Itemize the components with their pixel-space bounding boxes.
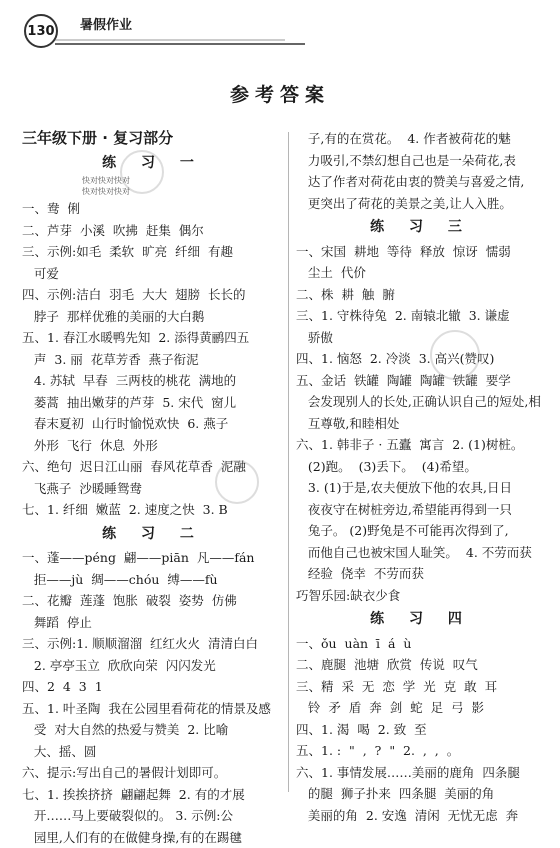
answer-line: 3. (1)于是,农夫便放下他的农具,日日 (296, 477, 546, 499)
column-divider (288, 132, 289, 792)
answer-line: 尘土 代价 (296, 262, 546, 284)
answer-line: 五、1. 春江水暖鸭先知 2. 添得黄鹂四五 (22, 327, 284, 349)
answer-line: 一、鸯 俐 (22, 198, 284, 220)
answer-line: 一、ǒu uàn ī á ù (296, 633, 546, 655)
answer-line: 子,有的在赏花。 4. 作者被荷花的魅 (296, 128, 546, 150)
answer-line: 六、1. 事情发展……美丽的鹿角 四条腿 (296, 762, 546, 784)
answer-line: 二、芦芽 小溪 吹拂 赶集 偶尔 (22, 220, 284, 242)
answer-line: 夜夜守在树桩旁边,希望能再得到一只 (296, 499, 546, 521)
answer-line: 四、1. 渴 喝 2. 致 至 (296, 719, 546, 741)
answer-line: 可爱 (22, 263, 284, 285)
answer-line: 互尊敬,和睦相处 (296, 413, 546, 435)
answer-line: 四、2 4 3 1 (22, 676, 284, 698)
page-header (0, 0, 560, 50)
answer-line: 七、1. 挨挨挤挤 翩翩起舞 2. 有的才展 (22, 784, 284, 806)
answer-line: 美丽的角 2. 安逸 清闲 无忧无虑 奔 (296, 805, 546, 827)
answer-line: 快对快对快对 (82, 187, 284, 196)
answer-line: 四、1. 恼怒 2. 冷淡 3. 高兴(赞叹) (296, 348, 546, 370)
answer-line: 飞燕子 沙暖睡鸳鸯 (22, 478, 284, 500)
answer-line: 七、1. 纤细 嫩蓝 2. 速度之快 3. B (22, 499, 284, 521)
answer-line: 二、鹿腿 池塘 欣赏 传说 叹气 (296, 654, 546, 676)
answer-line: 二、花瓣 莲蓬 饱胀 破裂 姿势 仿佛 (22, 590, 284, 612)
answer-line: 三、示例:1. 顺顺溜溜 红红火火 清清白白 (22, 633, 284, 655)
page-number: 130 (24, 14, 58, 48)
answer-line: 经验 侥幸 不劳而获 (296, 563, 546, 585)
watermark-stamp (120, 150, 164, 194)
answer-line: 三、示例:如毛 柔软 旷亮 纤细 有趣 (22, 241, 284, 263)
answer-line: 五、1. 叶圣陶 我在公园里看荷花的情景及感 (22, 698, 284, 720)
answer-line: 三、1. 守株待兔 2. 南辕北辙 3. 谦虚 (296, 305, 546, 327)
watermark-stamp (430, 330, 480, 380)
answer-line: 园里,人们有的在做健身操,有的在踢毽 (22, 827, 284, 848)
answer-line: 的腿 狮子扑来 四条腿 美丽的角 (296, 783, 546, 805)
answer-line: 而他自己也被宋国人耻笑。 4. 不劳而获 (296, 542, 546, 564)
answer-line: 二、株 耕 触 腑 (296, 284, 546, 306)
exercise-heading: 练 习 四 (296, 609, 546, 631)
answer-line: 铃 矛 盾 奔 剑 蛇 足 弓 影 (296, 697, 546, 719)
answer-line: 外形 飞行 休息 外形 (22, 435, 284, 457)
answer-line: 三、精 采 无 恋 学 光 克 敢 耳 (296, 676, 546, 698)
answer-line: 六、绝句 迟日江山丽 春风花草香 泥融 (22, 456, 284, 478)
exercise-heading: 练 习 三 (296, 217, 546, 239)
answer-line: (2)跑。 (3)丢下。 (4)希望。 (296, 456, 546, 478)
answer-line: 五、1. : " , ? " 2. , , 。 (296, 740, 546, 762)
answer-line: 春末夏初 山行时愉悦欢快 6. 燕子 (22, 413, 284, 435)
answer-line: 会发现别人的长处,正确认识自己的短处,相 (296, 391, 546, 413)
answer-line: 骄傲 (296, 327, 546, 349)
book-title: 暑假作业 (80, 14, 132, 33)
answer-line: 受 对大自然的热爱与赞美 2. 比喻 (22, 719, 284, 741)
exercise-heading: 练 习 二 (22, 524, 284, 546)
answer-line: 四、示例:洁白 羽毛 大大 翅膀 长长的 (22, 284, 284, 306)
exercise-heading: 练 习 一 (22, 153, 284, 175)
answer-line: 声 3. 丽 花草芳香 燕子衔泥 (22, 349, 284, 371)
answer-line: 更突出了荷花的美景之美,让人入胜。 (296, 193, 546, 215)
watermark-stamp (215, 460, 259, 504)
answer-line: 六、1. 韩非子 · 五蠹 寓言 2. (1)树桩。 (296, 434, 546, 456)
answer-line: 兔子。 (2)野兔是不可能再次得到了, (296, 520, 546, 542)
answer-line: 巧智乐园:缺衣少食 (296, 585, 546, 607)
answer-line: 2. 亭亭玉立 欣欣向荣 闪闪发光 (22, 655, 284, 677)
answer-line: 开……马上要破裂似的。 3. 示例:公 (22, 805, 284, 827)
answer-line: 达了作者对荷花由衷的赞美与喜爱之情, (296, 171, 546, 193)
answer-line: 舞蹈 停止 (22, 612, 284, 634)
answer-line: 拒——jù 绸——chóu 缚——fù (22, 569, 284, 591)
answer-line: 4. 苏轼 早春 三两枝的桃花 满地的 (22, 370, 284, 392)
right-column (296, 128, 546, 826)
answer-line: 蒌蒿 抽出嫩芽的芦芽 5. 宋代 窗儿 (22, 392, 284, 414)
answer-line: 快对快对快对 (82, 176, 284, 185)
answer-line: 大、摇、圆 (22, 741, 284, 763)
answer-line: 一、蓬——péng 翩——piān 凡——fán (22, 547, 284, 569)
right-answer-list (296, 128, 546, 826)
answer-line: 五、金话 铁罐 陶罐 陶罐 铁罐 要学 (296, 370, 546, 392)
section-title: 三年级下册 · 复习部分 (22, 128, 284, 150)
answer-line: 一、宋国 耕地 等待 释放 惊讶 懦弱 (296, 241, 546, 263)
page-title: 参考答案 (0, 80, 560, 107)
answer-line: 力吸引,不禁幻想自己也是一朵荷花,表 (296, 150, 546, 172)
answer-line: 脖子 那样优雅的美丽的大白鹅 (22, 306, 284, 328)
answer-line: 六、提示:写出自己的暑假计划即可。 (22, 762, 284, 784)
